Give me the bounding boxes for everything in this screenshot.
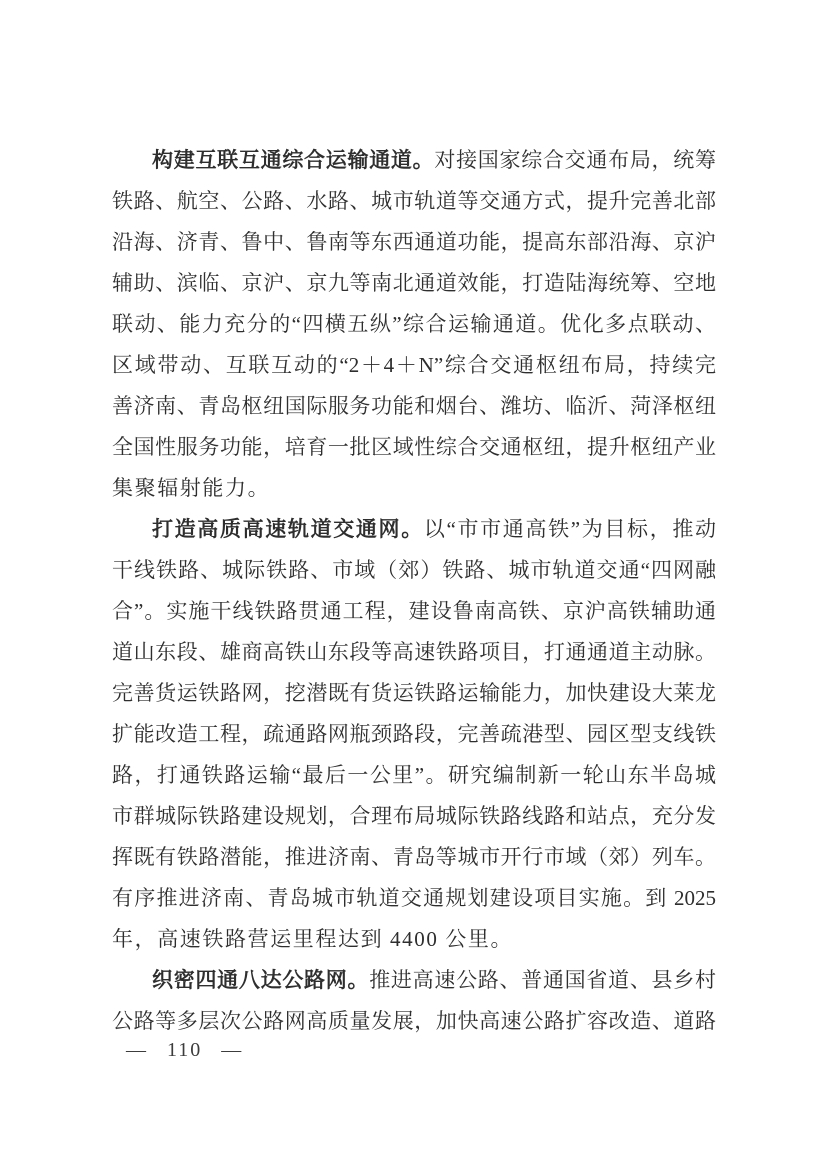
text-line <box>112 632 716 673</box>
text-line <box>112 796 716 837</box>
text-line <box>112 181 716 222</box>
text-line <box>112 714 716 755</box>
text-line <box>112 550 716 591</box>
text-line <box>112 304 716 345</box>
text-line <box>112 427 716 468</box>
paragraph-text: 推进高速公路、普通国省道、县乡村 <box>369 968 716 992</box>
text-line <box>112 960 716 1001</box>
text-line <box>112 509 716 550</box>
paragraph-text: 市群城际铁路建设规划，合理布局城际铁路线路和站点，充分发 <box>112 804 716 828</box>
paragraph-text: 沿海、济青、鲁中、鲁南等东西通道功能，提高东部沿海、京沪 <box>112 230 716 254</box>
paragraph-text: 干线铁路、城际铁路、市域（郊）铁路、城市轨道交通“四网融 <box>112 558 716 582</box>
text-line <box>112 386 716 427</box>
paragraph-lead-text: 构建互联互通综合运输通道。 <box>152 148 435 172</box>
text-line <box>112 468 716 509</box>
paragraph-text: 合”。实施干线铁路贯通工程，建设鲁南高铁、京沪高铁辅助通 <box>112 599 716 623</box>
page-number: — 110 — <box>126 1039 244 1061</box>
text-line <box>112 837 716 878</box>
paragraph-text: 公路等多层次公路网高质量发展，加快高速公路扩容改造、道路 <box>112 1009 716 1033</box>
paragraph-text: 全国性服务功能，培育一批区域性综合交通枢纽，提升枢纽产业 <box>112 435 716 459</box>
text-line <box>112 591 716 632</box>
paragraph-text: 区域带动、互联互动的“2＋4＋N”综合交通枢纽布局，持续完 <box>112 353 716 377</box>
paragraph-text: 善济南、青岛枢纽国际服务功能和烟台、潍坊、临沂、菏泽枢纽 <box>112 394 716 418</box>
text-line <box>112 919 716 960</box>
paragraph-text: 对接国家综合交通布局，统筹 <box>434 148 716 172</box>
text-line <box>112 878 716 919</box>
text-line <box>112 222 716 263</box>
text-line <box>112 263 716 304</box>
text-line <box>112 673 716 714</box>
paragraph-text: 有序推进济南、青岛城市轨道交通规划建设项目实施。到 2025 <box>112 886 716 910</box>
paragraph-text: 铁路、航空、公路、水路、城市轨道等交通方式，提升完善北部 <box>112 189 716 213</box>
paragraph-lead-text: 织密四通八达公路网。 <box>152 968 370 992</box>
text-line <box>112 755 716 796</box>
paragraph-text: 年，高速铁路营运里程达到 4400 公里。 <box>112 927 514 951</box>
paragraph-text: 辅助、滨临、京沪、京九等南北通道效能，打造陆海统筹、空地 <box>112 271 716 295</box>
document-text-block <box>112 140 716 1042</box>
paragraph-text: 道山东段、雄商高铁山东段等高速铁路项目，打通通道主动脉。 <box>112 640 716 664</box>
paragraph-text: 完善货运铁路网，挖潜既有货运铁路运输能力，加快建设大莱龙 <box>112 681 716 705</box>
text-line <box>112 140 716 181</box>
paragraph-text: 集聚辐射能力。 <box>112 476 271 500</box>
text-line <box>112 345 716 386</box>
paragraph-text: 挥既有铁路潜能，推进济南、青岛等城市开行市域（郊）列车。 <box>112 845 716 869</box>
paragraph-text: 路，打通铁路运输“最后一公里”。研究编制新一轮山东半岛城 <box>112 763 716 787</box>
paragraph-lead-text: 打造高质高速轨道交通网。 <box>152 517 424 541</box>
paragraph-text: 扩能改造工程，疏通路网瓶颈路段，完善疏港型、园区型支线铁 <box>112 722 716 746</box>
paragraph-text: 联动、能力充分的“四横五纵”综合运输通道。优化多点联动、 <box>112 312 716 336</box>
paragraph-text: 以“市市通高铁”为目标，推动 <box>423 517 716 541</box>
